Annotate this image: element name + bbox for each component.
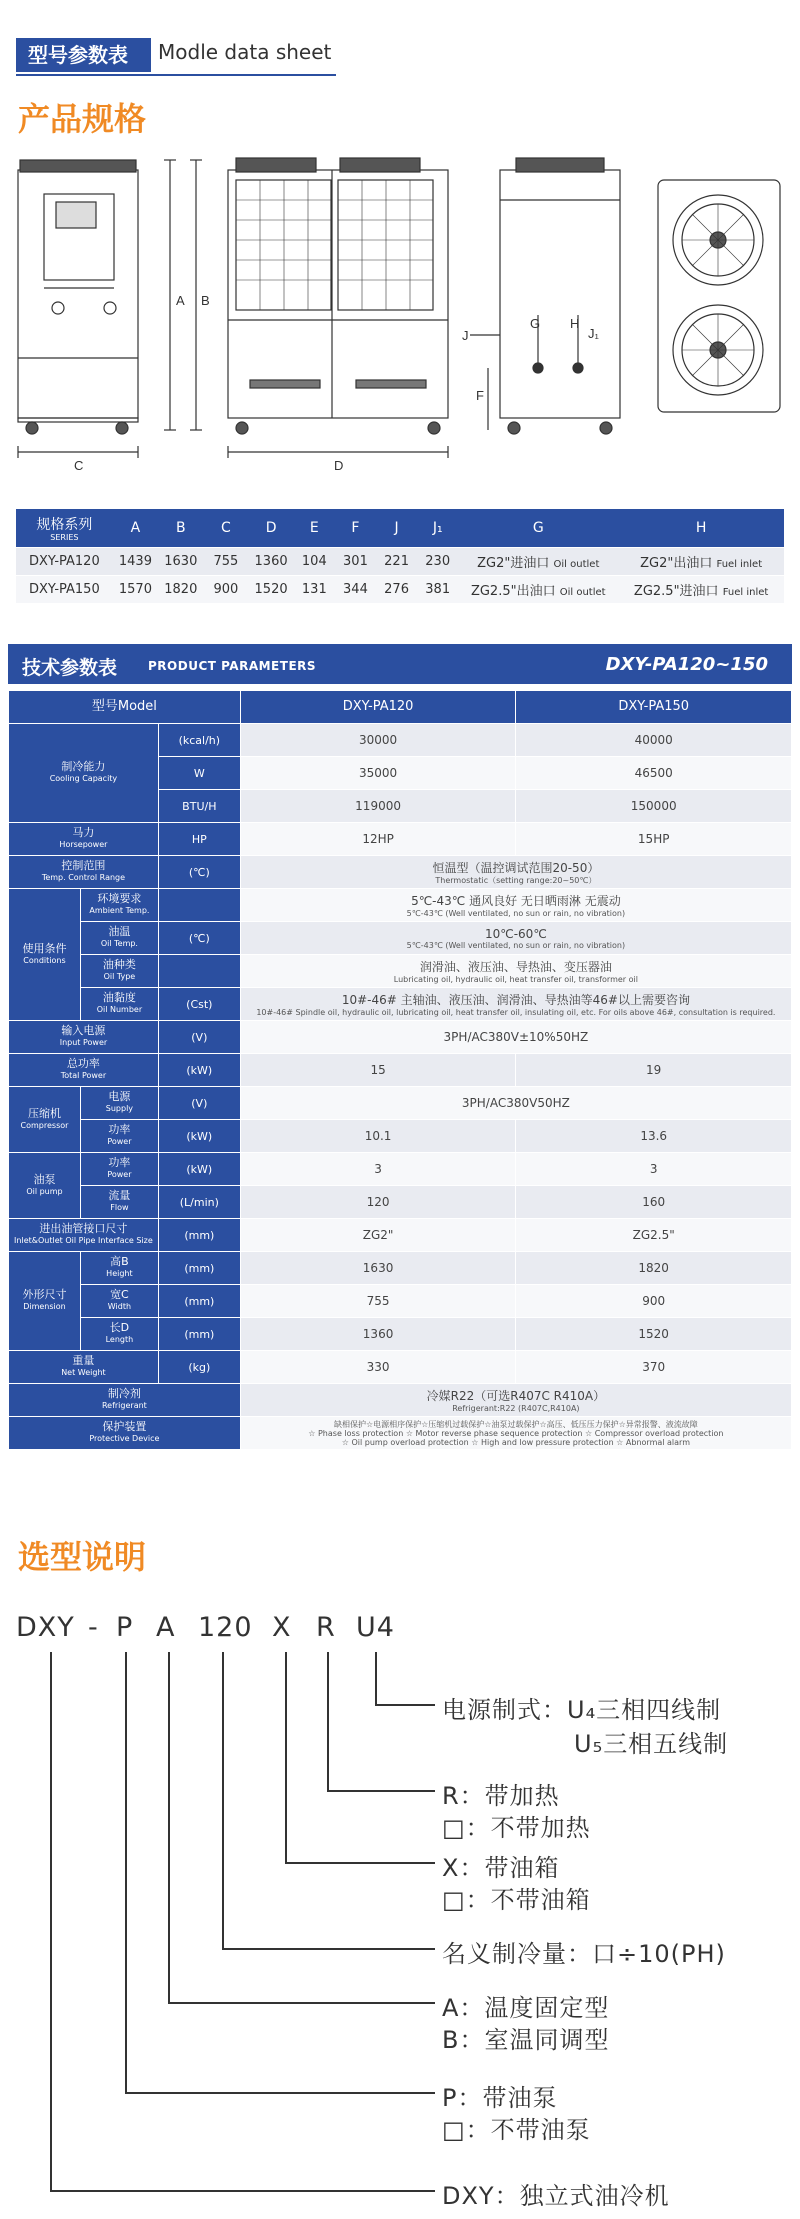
desc-capacity: 名义制冷量：口÷10(PH) <box>442 1940 726 1968</box>
dim-cell: 1820 <box>158 576 203 604</box>
dim-header: D <box>248 509 293 548</box>
table-row <box>9 691 792 724</box>
row-label: 马力 Horsepower <box>9 823 159 856</box>
code-u4: U4 <box>356 1612 395 1643</box>
row-label: 油泵 Oil pump <box>9 1153 81 1219</box>
value-cell: 3 <box>516 1153 792 1186</box>
table-row <box>9 1021 792 1054</box>
unit: (℃) <box>158 856 240 889</box>
value-cell: 13.6 <box>516 1120 792 1153</box>
value-cell: 10.1 <box>240 1120 516 1153</box>
row-label: 压缩机 Compressor <box>9 1087 81 1153</box>
connector-line <box>222 1652 224 1950</box>
sub-label: 流量 Flow <box>80 1186 158 1219</box>
dim-header-series: 规格系列 SERIES <box>16 509 113 548</box>
desc-power: 电源制式：U₄三相四线制 <box>442 1696 722 1724</box>
label-B: B <box>201 293 210 308</box>
unit: (kW) <box>158 1153 240 1186</box>
dim-cell: 276 <box>376 576 417 604</box>
value-cell: 1360 <box>240 1318 516 1351</box>
value-cell: 15 <box>240 1054 516 1087</box>
unit <box>158 889 240 922</box>
value-cell: 150000 <box>516 790 792 823</box>
dim-cell: 344 <box>335 576 376 604</box>
dim-cell: 221 <box>376 548 417 576</box>
dim-header: H <box>618 509 784 548</box>
header-cn-label: 型号参数表 <box>16 38 151 72</box>
value-cell: 330 <box>240 1351 516 1384</box>
connector-line <box>50 2190 435 2192</box>
label-A: A <box>176 293 185 308</box>
desc-dxy: DXY：独立式油冷机 <box>442 2182 670 2210</box>
code-x: X <box>272 1612 292 1643</box>
table-row <box>9 922 792 955</box>
desc-pump: P：带油泵 <box>442 2084 558 2112</box>
sub-label: 油种类 Oil Type <box>80 955 158 988</box>
header-underline <box>16 74 336 76</box>
value-cell: 5℃-43℃ 通风良好 无日晒雨淋 无震动 5℃-43℃ (Well ventilated, no sun or rain, no vibration) <box>240 889 791 922</box>
row-label: 制冷剂 Refrigerant <box>9 1384 241 1417</box>
table-row <box>16 548 784 576</box>
connector-line <box>125 1652 127 2094</box>
desc-pump-b: □：不带油泵 <box>442 2116 591 2144</box>
value-cell: 370 <box>516 1351 792 1384</box>
code-p: P <box>116 1612 134 1643</box>
code-dash: - <box>88 1612 99 1643</box>
col-header: DXY-PA150 <box>516 691 792 724</box>
dim-cell: 1630 <box>158 548 203 576</box>
value-cell: 3PH/AC380V50HZ <box>240 1087 791 1120</box>
banner-en: PRODUCT PARAMETERS <box>148 659 317 673</box>
value-cell: 冷媒R22（可选R407C R410A） Refrigerant:R22 (R407C,R410A) <box>240 1384 791 1417</box>
technical-drawings <box>10 140 790 470</box>
value-cell: 润滑油、液压油、导热油、变压器油 Lubricating oil, hydraulic oil, heat transfer oil, transformer oil <box>240 955 791 988</box>
row-label: 重量 Net Weight <box>9 1351 159 1384</box>
unit: (℃) <box>158 922 240 955</box>
top-view-body <box>658 180 780 412</box>
table-row <box>9 988 792 1021</box>
unit: (kW) <box>158 1120 240 1153</box>
table-row <box>9 1153 792 1186</box>
table-row <box>9 1087 792 1120</box>
connector-line <box>168 2002 435 2004</box>
table-row <box>9 889 792 922</box>
connector-line <box>222 1948 435 1950</box>
sub-label: 长D Length <box>80 1318 158 1351</box>
value-cell: 30000 <box>240 724 516 757</box>
connector-line <box>168 1652 170 2004</box>
row-label: 保护装置 Protective Device <box>9 1417 241 1450</box>
table-row <box>9 1054 792 1087</box>
connector-line <box>327 1790 435 1792</box>
table-row <box>9 1252 792 1285</box>
label-H: H <box>570 316 580 331</box>
dim-header: C <box>203 509 248 548</box>
dim-cell: 1520 <box>248 576 293 604</box>
table-row <box>9 1219 792 1252</box>
dim-header: J₁ <box>417 509 458 548</box>
model-cell: DXY-PA150 <box>16 576 113 604</box>
code-dxy: DXY <box>16 1612 75 1643</box>
value-cell: 160 <box>516 1186 792 1219</box>
value-cell: 119000 <box>240 790 516 823</box>
g-cell: ZG2"进油口 Oil outlet <box>458 548 618 576</box>
label-D: D <box>334 458 344 470</box>
unit: (mm) <box>158 1252 240 1285</box>
code-r: R <box>316 1612 336 1643</box>
row-label: 外形尺寸 Dimension <box>9 1252 81 1351</box>
model-label: 型号Model <box>9 691 241 724</box>
unit: (L/min) <box>158 1186 240 1219</box>
value-cell: 900 <box>516 1285 792 1318</box>
dim-cell: 131 <box>294 576 335 604</box>
table-row <box>9 724 792 757</box>
dim-header: G <box>458 509 618 548</box>
g-cell: ZG2.5"出油口 Oil outlet <box>458 576 618 604</box>
unit: BTU/H <box>158 790 240 823</box>
code-a: A <box>156 1612 176 1643</box>
unit: (Cst) <box>158 988 240 1021</box>
value-cell: ZG2.5" <box>516 1219 792 1252</box>
value-cell: 15HP <box>516 823 792 856</box>
code-120: 120 <box>198 1612 253 1643</box>
unit: (V) <box>158 1087 240 1120</box>
label-F: F <box>476 388 484 403</box>
value-cell: 1820 <box>516 1252 792 1285</box>
value-cell: 10℃-60℃ 5℃-43℃ (Well ventilated, no sun or rain, no vibration) <box>240 922 791 955</box>
dim-cell: 301 <box>335 548 376 576</box>
unit: (mm) <box>158 1285 240 1318</box>
connector-line <box>50 1652 52 2192</box>
unit: (kcal/h) <box>158 724 240 757</box>
sub-label: 油温 Oil Temp. <box>80 922 158 955</box>
table-row <box>9 1384 792 1417</box>
unit: (V) <box>158 1021 240 1054</box>
dim-cell: 900 <box>203 576 248 604</box>
value-cell: 3PH/AC380V±10%50HZ <box>240 1021 791 1054</box>
value-cell: 40000 <box>516 724 792 757</box>
sub-label: 高B Height <box>80 1252 158 1285</box>
h-cell: ZG2.5"进油口 Fuel inlet <box>618 576 784 604</box>
table-row <box>9 823 792 856</box>
connector-line <box>375 1652 377 1706</box>
connector-line <box>125 2092 435 2094</box>
dim-cell: 230 <box>417 548 458 576</box>
dim-header: J <box>376 509 417 548</box>
sub-label: 油黏度 Oil Number <box>80 988 158 1021</box>
table-row <box>9 1351 792 1384</box>
value-cell: 1520 <box>516 1318 792 1351</box>
table-row <box>9 955 792 988</box>
desc-heat-b: □：不带加热 <box>442 1814 591 1842</box>
value-cell: 12HP <box>240 823 516 856</box>
value-cell: 3 <box>240 1153 516 1186</box>
desc-tank: X：带油箱 <box>442 1854 560 1882</box>
dim-header: A <box>113 509 158 548</box>
unit: (kg) <box>158 1351 240 1384</box>
sub-label: 电源 Supply <box>80 1087 158 1120</box>
sub-label: 功率 Power <box>80 1120 158 1153</box>
table-row <box>9 1417 792 1450</box>
label-C: C <box>74 458 84 470</box>
connector-line <box>375 1704 435 1706</box>
header-en-label: Modle data sheet <box>158 40 332 64</box>
table-row <box>16 576 784 604</box>
dim-cell: 104 <box>294 548 335 576</box>
row-label: 控制范围 Temp. Control Range <box>9 856 159 889</box>
table-row <box>9 1186 792 1219</box>
value-cell: 10#-46# 主轴油、液压油、润滑油、导热油等46#以上需要咨询 10#-46# Spindle oil, hydraulic oil, lubricating oil, heat transfer oil, insulating oil, etc. For oils above 46#, consultation is required. <box>240 988 791 1021</box>
value-cell: 19 <box>516 1054 792 1087</box>
dim-cell: 755 <box>203 548 248 576</box>
value-cell: 755 <box>240 1285 516 1318</box>
value-cell: 恒温型（温控调试范围20-50） Thermostatic（setting range:20~50℃） <box>240 856 791 889</box>
value-cell: ZG2" <box>240 1219 516 1252</box>
dim-header: E <box>294 509 335 548</box>
table-row <box>9 1318 792 1351</box>
unit: (kW) <box>158 1054 240 1087</box>
desc-power-b: U₅三相五线制 <box>574 1730 729 1758</box>
desc-temp: A：温度固定型 <box>442 1994 610 2022</box>
connector-line <box>327 1652 329 1792</box>
value-cell: 缺相保护☆电源相序保护☆压缩机过载保护☆油泵过载保护☆高压、低压压力保护☆异常报警、液流故障 ☆ Phase loss protection ☆ Motor reverse phase sequence protection ☆ Compressor overload protection ☆ Oil pump overload protection ☆ High and low pressure protection ☆ Abnormal alarm <box>240 1417 791 1450</box>
value-cell: 35000 <box>240 757 516 790</box>
desc-heat: R：带加热 <box>442 1782 560 1810</box>
value-cell: 46500 <box>516 757 792 790</box>
dimension-table <box>16 509 784 603</box>
label-G: G <box>530 316 541 331</box>
h-cell: ZG2"出油口 Fuel inlet <box>618 548 784 576</box>
unit <box>158 955 240 988</box>
row-label: 使用条件 Conditions <box>9 889 81 1021</box>
connector-line <box>285 1862 435 1864</box>
desc-tank-b: □：不带油箱 <box>442 1886 591 1914</box>
dim-cell: 1570 <box>113 576 158 604</box>
row-label: 制冷能力 Cooling Capacity <box>9 724 159 823</box>
label-J: J <box>462 328 469 343</box>
selection-title: 选型说明 <box>18 1538 147 1576</box>
sub-label: 环境要求 Ambient Temp. <box>80 889 158 922</box>
dim-cell: 1439 <box>113 548 158 576</box>
value-cell: 120 <box>240 1186 516 1219</box>
unit: HP <box>158 823 240 856</box>
unit: (mm) <box>158 1219 240 1252</box>
dim-header: B <box>158 509 203 548</box>
row-label: 输入电源 Input Power <box>9 1021 159 1054</box>
table-row <box>9 1285 792 1318</box>
rear-view-body <box>500 170 620 418</box>
spec-banner <box>8 644 792 684</box>
product-spec-title: 产品规格 <box>18 100 147 138</box>
banner-range: DXY-PA120~150 <box>605 654 768 675</box>
desc-temp-b: B：室温同调型 <box>442 2026 610 2054</box>
unit: (mm) <box>158 1318 240 1351</box>
value-cell: 1630 <box>240 1252 516 1285</box>
dim-cell: 1360 <box>248 548 293 576</box>
unit: W <box>158 757 240 790</box>
row-label: 进出油管接口尺寸 Inlet&Outlet Oil Pipe Interface Size <box>9 1219 159 1252</box>
spec-table <box>8 690 792 1450</box>
connector-line <box>285 1652 287 1864</box>
sub-label: 功率 Power <box>80 1153 158 1186</box>
label-J1: J₁ <box>588 326 599 341</box>
dim-cell: 381 <box>417 576 458 604</box>
table-row <box>9 856 792 889</box>
banner-cn: 技术参数表 <box>22 657 118 679</box>
sub-label: 宽C Width <box>80 1285 158 1318</box>
row-label: 总功率 Total Power <box>9 1054 159 1087</box>
table-row <box>9 1120 792 1153</box>
dim-header: F <box>335 509 376 548</box>
col-header: DXY-PA120 <box>240 691 516 724</box>
model-cell: DXY-PA120 <box>16 548 113 576</box>
